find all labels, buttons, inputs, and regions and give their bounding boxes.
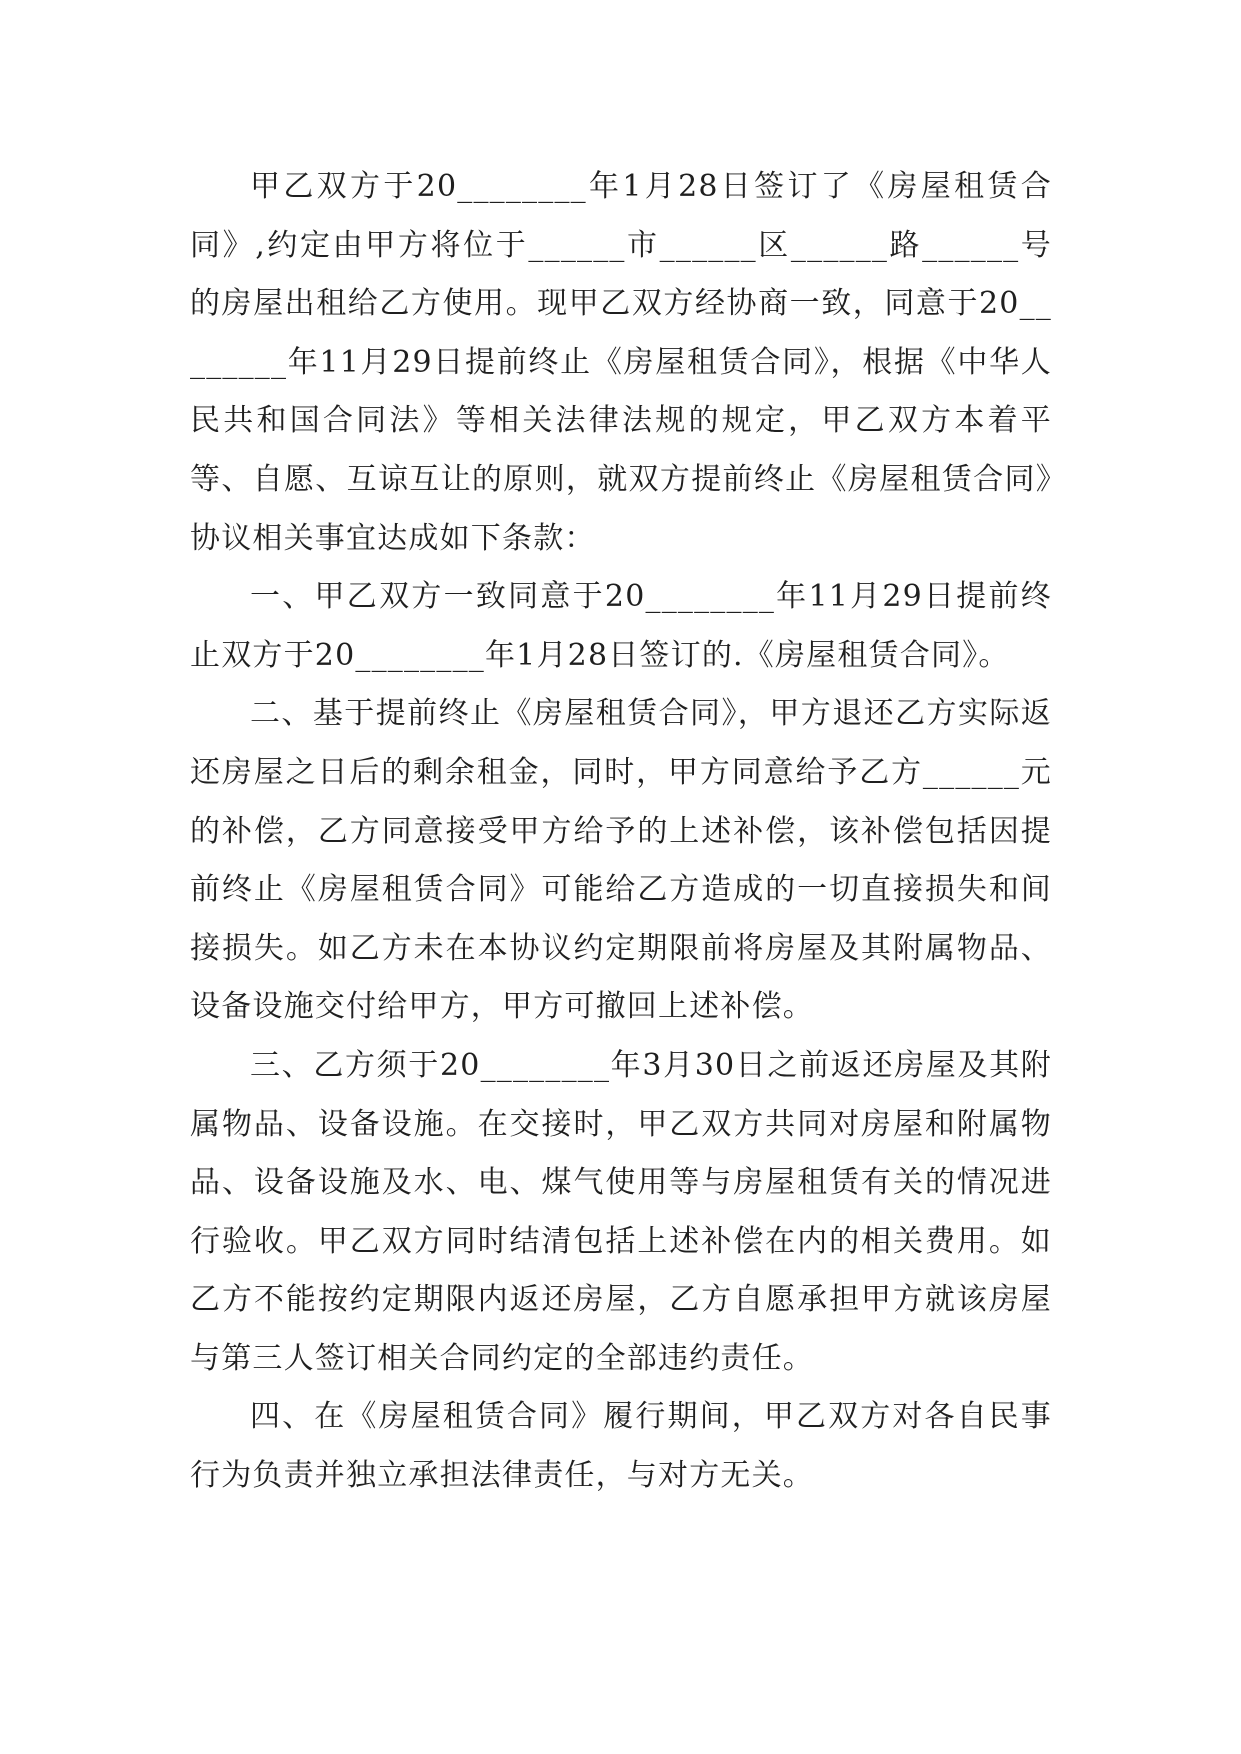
- paragraph-intro: 甲乙双方于20________年1月28日签订了《房屋租赁合同》,约定由甲方将位于______市______区______路______号的房屋出租给乙方使用。现甲乙双方经协商一致，同意于20________年11月29日提前终止《房屋租赁合同》，根据《中华人民共和国合同法》等相关法律法规的规定，甲乙双方本着平等、自愿、互谅互让的原则，就双方提前终止《房屋租赁合同》协议相关事宜达成如下条款：: [190, 169, 1052, 556]
- paragraph-clause-3: 三、乙方须于20________年3月30日之前返还房屋及其附属物品、设备设施。在交接时，甲乙双方共同对房屋和附属物品、设备设施及水、电、煤气使用等与房屋租赁有关的情况进行验收。甲乙双方同时结清包括上述补偿在内的相关费用。如乙方不能按约定期限内返还房屋，乙方自愿承担甲方就该房屋与第三人签订相关合同约定的全部违约责任。: [190, 1047, 1052, 1376]
- paragraph-clause-1: 一、甲乙双方一致同意于20________年11月29日提前终止双方于20________年1月28日签订的.《房屋租赁合同》。: [190, 579, 1052, 673]
- paragraph-clause-4: 四、在《房屋租赁合同》履行期间，甲乙双方对各自民事行为负责并独立承担法律责任，与对方无关。: [190, 1399, 1052, 1494]
- document-body: [190, 158, 1052, 1506]
- paragraph-clause-2: 二、基于提前终止《房屋租赁合同》，甲方退还乙方实际返还房屋之日后的剩余租金，同时，甲方同意给予乙方______元的补偿，乙方同意接受甲方给予的上述补偿，该补偿包括因提前终止《房屋租赁合同》可能给乙方造成的一切直接损失和间接损失。如乙方未在本协议约定期限前将房屋及其附属物品、设备设施交付给甲方，甲方可撤回上述补偿。: [190, 696, 1052, 1025]
